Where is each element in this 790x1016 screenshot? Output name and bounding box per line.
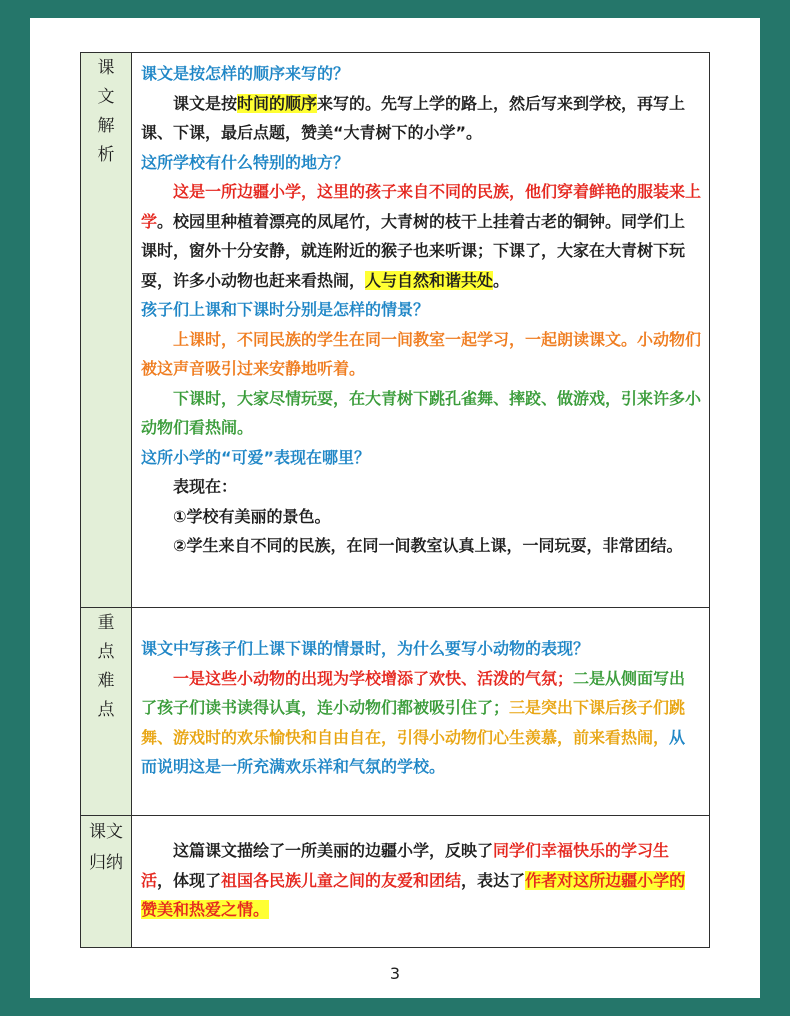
answer-1: 课文是按时间的顺序来写的。先写上学的路上，然后写来到学校，再写上课、下课，最后点题，赞美“大青树下的小学”。 bbox=[141, 93, 686, 142]
answer-3-class: 上课时，不同民族的学生在同一间教室一起学习，一起朗读课文。小动物们被这声音吸引过来安静地听着。 bbox=[141, 329, 702, 378]
question-4: 这所小学的“可爱”表现在哪里？ bbox=[141, 447, 371, 467]
answer-4-intro: 表现在： bbox=[173, 477, 238, 496]
answer-4-item-1: ①学校有美丽的景色。 bbox=[173, 506, 331, 526]
page-number: 3 bbox=[389, 964, 401, 983]
answer-2: 这是一所边疆小学，这里的孩子来自不同的民族，他们穿着鲜艳的服装来上学。校园里种植着漂亮的凤尾竹，大青树的枝干上挂着古老的铜钟。同学们上课时，窗外十分安静，就连附近的猴子也来听课；下课了，大家在大青树下玩耍，许多小动物也赶来看热闹，人与自然和谐共处。 bbox=[141, 182, 702, 290]
table-row bbox=[81, 608, 710, 816]
key-answer: 一是这些小动物的出现为学校增添了欢快、活泼的气氛；二是从侧面写出了孩子们读书读得认真，连小动物们都被吸引住了；三是突出下课后孩子们跳舞、游戏时的欢乐愉快和自由自在，引得小动物们心生羡慕，前来看热闹，从而说明这是一所充满欢乐祥和气氛的学校。 bbox=[141, 668, 686, 776]
row-label-summary: 课文 归纳 bbox=[81, 816, 132, 948]
answer-4-item-2: ②学生来自不同的民族，在同一间教室认真上课，一同玩耍，非常团结。 bbox=[173, 536, 683, 555]
key-points-content bbox=[132, 608, 710, 816]
row-label-key-points: 重 点 难 点 bbox=[81, 608, 132, 816]
lesson-table bbox=[80, 52, 710, 948]
answer-3-break: 下课时，大家尽情玩耍，在大青树下跳孔雀舞、摔跤、做游戏，引来许多小动物们看热闹。 bbox=[141, 388, 702, 437]
document-page bbox=[30, 18, 760, 998]
question-2: 这所学校有什么特别的地方？ bbox=[141, 152, 350, 172]
text-analysis-content bbox=[132, 53, 710, 608]
summary-content bbox=[132, 816, 710, 948]
summary-text: 这篇课文描绘了一所美丽的边疆小学，反映了同学们幸福快乐的学习生活，体现了祖国各民族儿童之间的友爱和团结，表达了作者对这所边疆小学的赞美和热爱之情。 bbox=[141, 841, 686, 919]
question-3: 孩子们上课和下课时分别是怎样的情景？ bbox=[141, 300, 430, 319]
key-question: 课文中写孩子们上课下课的情景时，为什么要写小动物的表现？ bbox=[141, 639, 590, 658]
row-label-text-analysis: 课 文 解 析 bbox=[81, 53, 132, 608]
question-1: 课文是按怎样的顺序来写的？ bbox=[141, 64, 350, 83]
table-row bbox=[81, 816, 710, 948]
table-row bbox=[81, 53, 710, 608]
